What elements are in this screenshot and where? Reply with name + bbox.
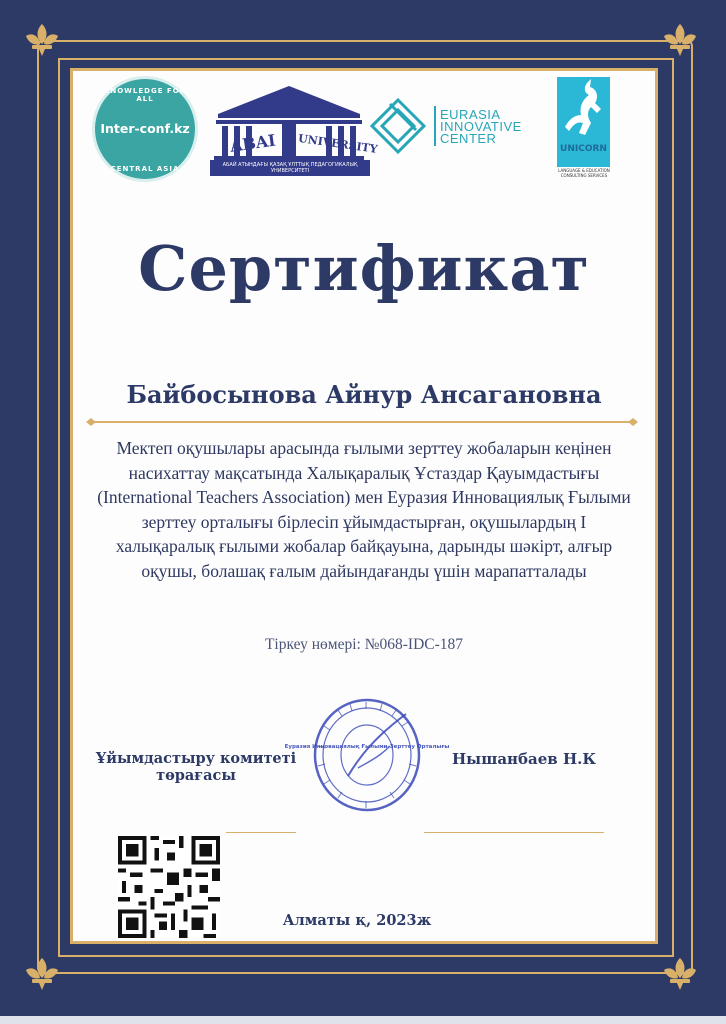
interconf-name: Inter-conf.kz xyxy=(100,121,190,136)
fleur-de-lis-icon xyxy=(22,954,62,994)
signatory-title: Ұйымдастыру комитеті төрағасы xyxy=(95,750,297,784)
interconf-top-arc-text: KNOWLEDGE FOR ALL xyxy=(103,87,187,103)
fleur-de-lis-icon xyxy=(660,20,700,60)
scan-edge xyxy=(0,1016,726,1024)
svg-text:UNIVERSITY: UNIVERSITY xyxy=(297,131,379,156)
eurasia-line-3: CENTER xyxy=(440,131,497,146)
unicorn-name: UNICORN xyxy=(560,144,607,154)
interconf-bottom-arc-text: CENTRAL ASIA xyxy=(110,165,180,173)
unicorn-icon xyxy=(557,77,610,143)
signature-line-right xyxy=(424,832,604,833)
unicorn-subtitle: LANGUAGE & EDUCATION CONSULTING SERVICES xyxy=(558,168,610,178)
recipient-name: Байбосынова Айнур Ансагановна xyxy=(126,380,602,409)
gold-divider xyxy=(86,417,638,427)
abai-caption: АБАЙ АТЫНДАҒЫ ҚАЗАҚ ҰЛТТЫҚ ПЕДАГОГИКАЛЫҚ УНИВЕРСИТЕТІ xyxy=(210,160,370,176)
fleur-de-lis-icon xyxy=(660,954,700,994)
svg-text:ABAI: ABAI xyxy=(228,130,277,156)
signature-line-left xyxy=(226,832,296,833)
eurasia-line-1: EURASIA xyxy=(440,107,501,122)
fleur-de-lis-icon xyxy=(22,20,62,60)
place-and-date: Алматы қ, 2023ж xyxy=(282,912,432,929)
certificate-title: Сертификат xyxy=(138,232,590,305)
official-stamp xyxy=(284,696,450,814)
eurasia-line-2: INNOVATIVE xyxy=(440,119,522,134)
qr-code xyxy=(118,836,220,938)
signatory-name: Нышанбаев Н.К xyxy=(452,750,596,768)
stamp-center-text: Еуразия Инновациялық Ғылыми-Зерттеу Орталығы xyxy=(284,744,450,750)
registration-number: Тіркеу нөмері: №068-IDC-187 xyxy=(264,636,464,653)
award-description: Мектеп оқушылары арасында ғылыми зерттеу жобаларын кеңінен насихаттау мақсатында Халықаралық Ұстаздар Қауымдастығы (International Teachers Association) мен Еуразия Инновациялық Ғылыми зерттеу орталығы бірлесіп ұйымдастырған, оқушылардың І халықаралық ғылыми жобалар байқауына, дарынды шәкірт, алғыр оқушы, болашақ ғалым дайындағанды үшін марапатталады xyxy=(97,438,631,581)
eurasia-logo-text xyxy=(440,109,522,145)
interconf-logo xyxy=(92,76,198,182)
